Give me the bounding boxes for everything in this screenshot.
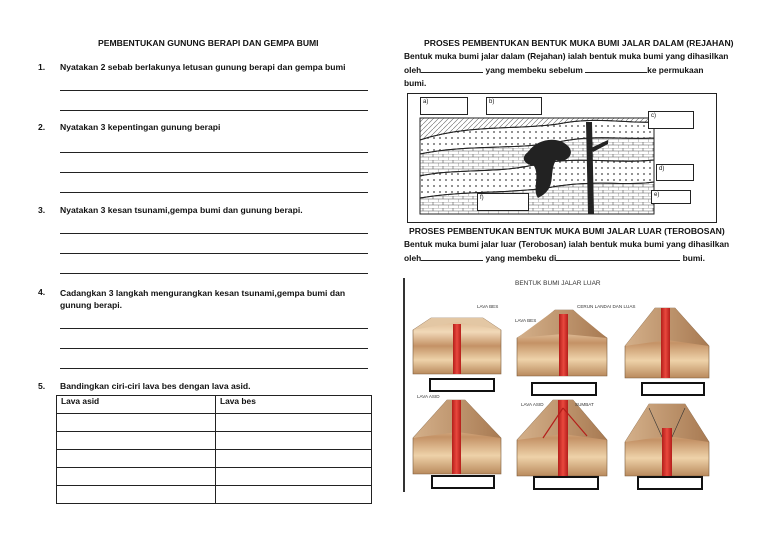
- table-row: [57, 450, 372, 468]
- table-cell[interactable]: [216, 468, 372, 486]
- paragraph-line: Bentuk muka bumi jalar dalam (Rejahan) ialah bentuk muka bumi yang dihasilkan: [404, 51, 729, 61]
- paragraph-line: oleh yang membeku di bumi.: [404, 253, 705, 263]
- volcano-1: [413, 318, 501, 374]
- answer-box[interactable]: [641, 382, 705, 396]
- fill-blank[interactable]: [421, 251, 483, 261]
- answer-line[interactable]: [60, 110, 368, 111]
- caption-6: SUMBAT: [575, 402, 594, 407]
- table-cell[interactable]: [216, 450, 372, 468]
- answer-line[interactable]: [60, 192, 368, 193]
- paragraph-line: oleh yang membeku sebelum ke permukaan: [404, 65, 704, 75]
- answer-box[interactable]: [429, 378, 495, 392]
- label-box-b[interactable]: b): [486, 97, 542, 115]
- fill-blank[interactable]: [556, 251, 680, 261]
- intrusive-title: PROSES PEMBENTUKAN BENTUK MUKA BUMI JALAR DALAM (REJAHAN): [424, 38, 734, 48]
- answer-line[interactable]: [60, 90, 368, 91]
- question-text: Cadangkan 3 langkah mengurangkan kesan tsunami,gempa bumi dan gunung berapi.: [60, 288, 346, 310]
- question-number: 1.: [38, 62, 46, 72]
- extrusive-paragraph: [404, 238, 744, 265]
- paragraph-line: Bentuk muka bumi jalar luar (Terobosan) ialah bentuk muka bumi yang dihasilkan: [404, 239, 730, 249]
- table-cell[interactable]: [216, 486, 372, 504]
- answer-box[interactable]: [533, 476, 599, 490]
- question-text: Nyatakan 2 sebab berlakunya letusan gunung berapi dan gempa bumi: [60, 62, 346, 72]
- table-cell[interactable]: [216, 432, 372, 450]
- caption-5: LAVA ASID: [521, 402, 544, 407]
- volcano-3: [625, 308, 709, 378]
- question-text: Bandingkan ciri-ciri lava bes dengan lava asid.: [60, 381, 251, 391]
- label-box-e[interactable]: e): [651, 190, 691, 204]
- answer-line[interactable]: [60, 152, 368, 153]
- caption-1: LAVA BES: [477, 304, 499, 309]
- table-cell[interactable]: [57, 414, 216, 432]
- volcano-6: [625, 404, 709, 476]
- answer-box[interactable]: [637, 476, 703, 490]
- question-number: 2.: [38, 122, 46, 132]
- answer-line[interactable]: [60, 368, 368, 369]
- table-cell[interactable]: [216, 414, 372, 432]
- question-number: 4.: [38, 287, 46, 297]
- question-text: Nyatakan 3 kesan tsunami,gempa bumi dan gunung berapi.: [60, 205, 303, 215]
- lava-comparison-table: [56, 395, 372, 504]
- answer-line[interactable]: [60, 172, 368, 173]
- extrusive-title: PROSES PEMBENTUKAN BENTUK MUKA BUMI JALAR LUAR (TEROBOSAN): [409, 226, 725, 236]
- volcano-5: [517, 400, 607, 476]
- answer-box[interactable]: [531, 382, 597, 396]
- table-cell[interactable]: [57, 450, 216, 468]
- question-number: 5.: [38, 381, 46, 391]
- label-box-c[interactable]: c): [648, 111, 694, 129]
- label-box-d[interactable]: d): [656, 164, 694, 181]
- paragraph-line: bumi.: [404, 78, 427, 88]
- table-row: [57, 414, 372, 432]
- fill-blank[interactable]: [421, 63, 483, 73]
- answer-line[interactable]: [60, 328, 368, 329]
- table-row: [57, 432, 372, 450]
- table-header-basic: Lava bes: [216, 396, 372, 414]
- table-row: [57, 486, 372, 504]
- caption-2: LAVA BES: [515, 318, 537, 323]
- label-box-a[interactable]: a): [420, 97, 468, 115]
- extrusive-image-title: BENTUK BUMI JALAR LUAR: [515, 280, 601, 287]
- table-row: [57, 468, 372, 486]
- table-cell[interactable]: [57, 486, 216, 504]
- answer-box[interactable]: [431, 475, 495, 489]
- label-box-f[interactable]: f): [477, 193, 529, 211]
- answer-line[interactable]: [60, 253, 368, 254]
- answer-line[interactable]: [60, 233, 368, 234]
- table-header-acid: Lava asid: [57, 396, 216, 414]
- caption-3: CERUN LANDAI DAN LUAS: [577, 304, 636, 309]
- left-title: PEMBENTUKAN GUNUNG BERAPI DAN GEMPA BUMI: [98, 38, 319, 48]
- caption-4: LAVA ASID: [417, 394, 440, 399]
- volcano-4: [413, 400, 501, 474]
- fill-blank[interactable]: [585, 63, 647, 73]
- intrusive-paragraph: [404, 50, 744, 90]
- table-cell[interactable]: [57, 432, 216, 450]
- answer-line[interactable]: [60, 348, 368, 349]
- extrusive-diagram: [403, 278, 727, 492]
- answer-line[interactable]: [60, 273, 368, 274]
- question-number: 3.: [38, 205, 46, 215]
- question-text: Nyatakan 3 kepentingan gunung berapi: [60, 122, 221, 132]
- table-cell[interactable]: [57, 468, 216, 486]
